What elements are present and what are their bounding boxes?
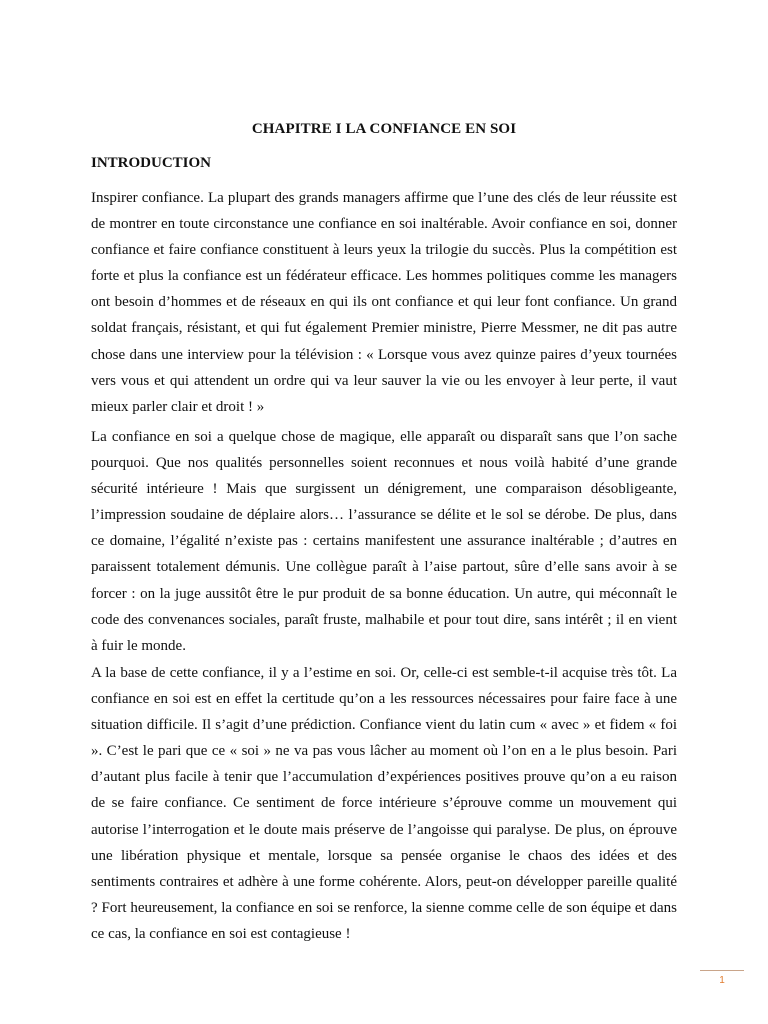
- paragraph-2: La confiance en soi a quelque chose de magique, elle apparaît ou disparaît sans que l’on sache pourquoi. Que nos qualités personnelles soient reconnues et nous voilà habité d’une grande sécurité intérieure ! Mais que surgissent un dénigrement, une comparaison désobligeante, l’impression soudaine de déplaire alors… l’assurance se délite et le sol se dérobe. De plus, dans ce domaine, l’égalité n’existe pas : certains manifestent une assurance inaltérable ; d’autres en paraissent totalement démunis. Une collègue paraît à l’aise partout, sûre d’elle sans avoir à se forcer : on la juge aussitôt être le pur produit de sa bonne éducation. Un autre, qui méconnaît le code des convenances sociales, paraît fruste, malhabile et pour tout dire, sans intérêt ; il en vient à fuir le monde.: [91, 429, 677, 654]
- paragraph-1: Inspirer confiance. La plupart des grands managers affirme que l’une des clés de leur réussite est de montrer en toute circonstance une confiance en soi inaltérable. Avoir confiance en soi, donner confiance et faire confiance constituent à leurs yeux la trilogie du succès. Plus la compétition est forte et plus la confiance est un fédérateur efficace. Les hommes politiques comme les managers ont besoin d’hommes et de réseaux en qui ils ont confiance et qui leur font confiance. Un grand soldat français, résistant, et qui fut également Premier ministre, Pierre Messmer, ne dit pas autre chose dans une interview pour la télévision : « Lorsque vous avez quinze paires d’yeux tournées vers vous et qui attendent un ordre qui va leur sauver la vie ou les envoyer à leur perte, il vaut mieux parler clair et droit ! »: [91, 190, 677, 415]
- footer-rule: [700, 970, 744, 971]
- section-heading: INTRODUCTION: [91, 155, 212, 171]
- chapter-title: CHAPITRE I LA CONFIANCE EN SOI: [251, 121, 517, 137]
- page-number: 1: [719, 975, 725, 986]
- paragraph-3: A la base de cette confiance, il y a l’estime en soi. Or, celle-ci est semble-t-il acquise très tôt. La confiance en soi est en effet la certitude qu’on a les ressources nécessaires pour faire face à une situation difficile. Il s’agit d’une prédiction. Confiance vient du latin cum « avec » et fidem « foi ». C’est le pari que ce « soi » ne va pas vous lâcher au moment où l’on en a le plus besoin. Pari d’autant plus facile à tenir que l’accumulation d’expériences positives prouve qu’on a eu raison de se faire confiance. Ce sentiment de force intérieure s’éprouve comme un mouvement qui autorise l’interrogation et le doute mais préserve de l’angoisse qui paralyse. De plus, on éprouve une libération physique et mentale, lorsque sa pensée organise le chaos des idées et des sentiments contraires et adhère à une forme cohérente. Alors, peut-on développer pareille qualité ? Fort heureusement, la confiance en soi se renforce, la sienne comme celle de son équipe et dans ce cas, la confiance en soi est contagieuse !: [91, 665, 677, 942]
